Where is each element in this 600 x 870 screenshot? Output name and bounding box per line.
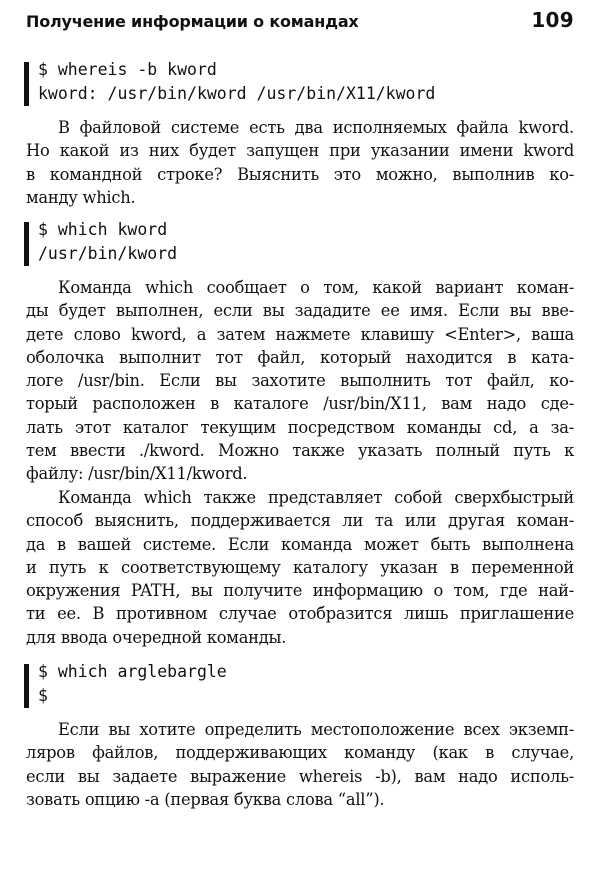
code-block-whereis — [24, 58, 580, 108]
paragraph-line: тем ввести ./kword. Можно также указать полный путь к — [26, 441, 574, 461]
paragraph — [26, 718, 574, 811]
page-number: 109 — [531, 8, 574, 32]
paragraph-line: Команда which сообщает о том, какой вариант коман- — [58, 278, 574, 297]
paragraph-line: оболочка выполнит тот файл, который находится в ката- — [26, 347, 574, 367]
paragraph-line: ды будет выполнен, если вы зададите ее имя. Если вы вве- — [26, 301, 574, 321]
code-line: $ whereis -b kword — [38, 60, 217, 79]
paragraph-line: для ввода очередной команды. — [26, 627, 287, 647]
paragraph-line: Но какой из них будет запущен при указании имени kword — [26, 141, 574, 161]
running-head-title: Получение информации о командах — [26, 12, 359, 31]
code-block-bar — [24, 62, 29, 106]
paragraph-line: окружения PATH, вы получите информацию о том, где най- — [26, 581, 574, 601]
code-line: kword: /usr/bin/kword /usr/bin/X11/kword — [38, 84, 436, 103]
paragraph-line: если вы задаете выражение whereis -b), вам надо исполь- — [26, 766, 574, 786]
code-line: /usr/bin/kword — [38, 244, 178, 263]
paragraph-line: зовать опцию -a (первая буква слова “all”). — [26, 789, 385, 809]
paragraph-line: способ выяснить, поддерживается ли та или другая коман- — [26, 511, 574, 531]
code-block-bar — [24, 664, 29, 708]
paragraph-line: лать этот каталог текущим посредством команды cd, а за- — [26, 417, 574, 437]
paragraph-line: Если вы хотите определить местоположение всех экземп- — [58, 720, 574, 739]
paragraph-line: да в вашей системе. Если команда может быть выполнена — [26, 534, 574, 554]
paragraph — [26, 116, 574, 209]
code-line: $ which arglebargle — [38, 662, 227, 681]
paragraph-line: в командной строке? Выяснить это можно, выполнив ко- — [26, 164, 574, 184]
paragraph — [26, 486, 574, 649]
paragraph-line: В файловой системе есть два исполняемых файла kword. — [58, 118, 574, 137]
paragraph — [26, 276, 574, 486]
code-line: $ which kword — [38, 220, 168, 239]
paragraph-line: ляров файлов, поддерживающих команду (как в случае, — [26, 743, 574, 763]
code-block-which-arglebargle — [24, 660, 580, 710]
code-block-which-kword — [24, 218, 580, 268]
code-line: $ — [38, 686, 48, 705]
paragraph-line: и путь к соответствующему каталогу указан в переменной — [26, 557, 574, 577]
code-block-bar — [24, 222, 29, 266]
paragraph-line: манду which. — [26, 187, 136, 207]
page-header — [26, 2, 574, 38]
paragraph-line: торый расположен в каталоге /usr/bin/X11, вам надо сде- — [26, 394, 574, 414]
paragraph-line: логе /usr/bin. Если вы захотите выполнить тот файл, ко- — [26, 371, 574, 391]
paragraph-line: файлу: /usr/bin/X11/kword. — [26, 464, 248, 484]
paragraph-line: дете слово kword, а затем нажмете клавишу <Enter>, ваша — [26, 324, 574, 344]
paragraph-line: Команда which также представляет собой сверхбыстрый — [58, 488, 574, 507]
paragraph-line: ти ее. В противном случае отобразится лишь приглашение — [26, 604, 574, 624]
